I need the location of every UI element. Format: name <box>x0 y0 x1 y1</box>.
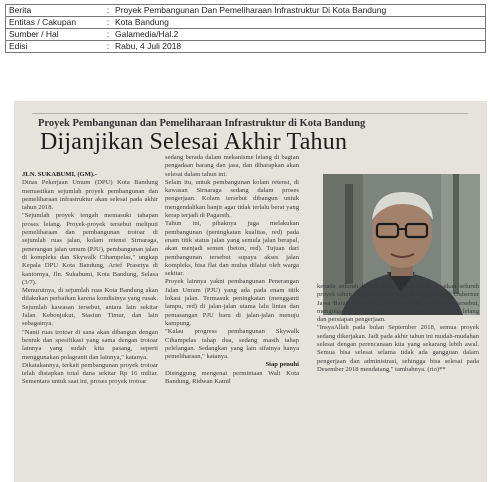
paragraph: Disinggung mengenai permintaan Wali Kota Bandung, Ridwan Kamil <box>165 369 299 386</box>
meta-key: Edisi <box>6 41 105 53</box>
paragraph: "Sejumlah proyek tengah memasuki tahapan proses lelang. Proyek-proyek tersebut meliputi pemeliharaan dan pembangunan trotoar di sejumlah ruas jalan, kolam retensi Sirnaraga, penerangan jalan umum (PJU), pembangunan jalan di kompleks dan Skywalk Cihampelas," ungkap Kepala DPU Kota Bandung, Arief Prasetya di kantornya, Jln. Sukabumi, Kota Bandung, Selasa (3/7). <box>22 212 158 286</box>
article-column-1 <box>22 171 158 482</box>
meta-key: Entitas / Cakupan <box>6 17 105 29</box>
newspaper-clipping <box>14 101 487 482</box>
meta-separator: : <box>104 29 112 41</box>
paragraph: Dinas Pekerjaan Umum (DPU) Kota Bandung memastikan sejumlah proyek pembangunan dan pemeliharaan infrastruktur akan selesai pada akhir tahun 2018. <box>22 179 158 212</box>
meta-row-edisi <box>6 41 486 53</box>
meta-separator: : <box>104 5 112 17</box>
article-subhead: Siap penuhi <box>265 361 299 369</box>
paragraph: Tahun ini, pihaknya juga melakukan pembangunan (peningkatan kualitas, red) pada enam titik status jalan yang semula jalan berapal, akan menjadi semen (beton, red). Tujuan dari pembangunan tersebut supaya akses jalan kompleks, bisa flat dan mulus dilalui oleh warga sekitar. <box>165 220 299 278</box>
paragraph: "Nanti ruas trotoar di sana akan dibangun dengan bentuk dan spesifikasi yang sama dengan trotoar lainnya yang sudah kita pasang, seperti menggunakan polagranit dan lainnya," katanya. <box>22 328 158 361</box>
article-byline: JLN. SUKABUMI, (GM).- <box>22 171 97 178</box>
meta-value: Galamedia/Hal.2 <box>112 29 486 41</box>
paragraph: sedang berada dalam mekanisme lelang di bagian pengadaan barang dan jasa, dan diharapkan akan selesai dalam tahun ini. <box>165 154 299 178</box>
paragraph: "InsyaAllah pada bulan September 2018, semua proyek sedang dikerjakan. Jadi pada akhir tahun ini mudah-mudahan selesai dengan perencanaan kita yang sekarang lebih awal. Semua bisa selesai selama tidak ada gangguan dalam pengerjaan dan administrasi, sehingga bisa selesai pada Desember 2018 mendatang," tambahnya. (rio)** <box>317 324 479 373</box>
meta-separator: : <box>104 17 112 29</box>
article-headline: Dijanjikan Selesai Akhir Tahun <box>40 129 348 155</box>
paragraph: "Kalau progress pembangunan Skywalk Cihampelas tahap dua, sedang masih tahap pelelangan. Sedangkan yang lain sifatnya hanya pemeliharaan," katanya. <box>165 328 299 361</box>
meta-row-sumber <box>6 29 486 41</box>
paragraph: Dikatakannya, terkait pembangunan proyek trotoar telah disiapkan total dana sekitar Rp 16 miliar. Sementara untuk saat ini, proses proyek trotoar <box>22 361 158 386</box>
paragraph: Selain itu, untuk pembangunan kolam retensi, di kawasan Sirnaraga sedang dalam proses pengerjaan. Kolam tersebut dibangun untuk mengendalikan banjir agar tidak terlalu berat yang kerap terjadi di Pagarsih. <box>165 178 299 220</box>
paragraph: Proyek lainnya yakni pembangunan Penerangan Jalan Umum (PJU) yang ada pada enam titik lokasi jalan. Termasuk peningkatan (mengganti lampu, red) di jalan-jalan utama lalu lintas dan pemasangan PJU baru di jalan-jalan menuju kampung. <box>165 278 299 327</box>
article-kicker: Proyek Pembangunan dan Pemeliharaan Infrastruktur di Kota Bandung <box>38 118 366 129</box>
article-column-3 <box>317 283 479 482</box>
meta-value: Rabu, 4 Juli 2018 <box>112 41 486 53</box>
meta-value: Proyek Pembangunan Dan Pemeliharaan Infrastruktur Di Kota Bandung <box>112 5 486 17</box>
meta-row-berita <box>6 5 486 17</box>
meta-key: Sumber / Hal <box>6 29 105 41</box>
article-column-2 <box>165 154 299 482</box>
rule-line <box>32 113 468 114</box>
paragraph: Menurutnya, di sejumlah ruas Kota Bandung akan dilakukan perbaikan karena kondisinya yang rusak. Sejumlah kawasan tersebut, antara lain sekitar Jalan Kebonjukut, Stasiun Timur, dan lain sebagainya. <box>22 287 158 328</box>
meta-key: Berita <box>6 5 105 17</box>
paragraph: kepada seluruh kepala dinas untuk menyelesaikan seluruh proyek tahun ini, sebelum dirinya dilantik menjadi Gubernur Jawa Barat. Pihaknya siap memenuhi permintaan tersebut, mengingat seluruh proyek telah memasuki tahapan lelang dan persiapan pengerjaan. <box>317 283 479 324</box>
metadata-table <box>5 4 486 53</box>
meta-value: Kota Bandung <box>112 17 486 29</box>
meta-separator: : <box>104 41 112 53</box>
meta-row-entitas <box>6 17 486 29</box>
